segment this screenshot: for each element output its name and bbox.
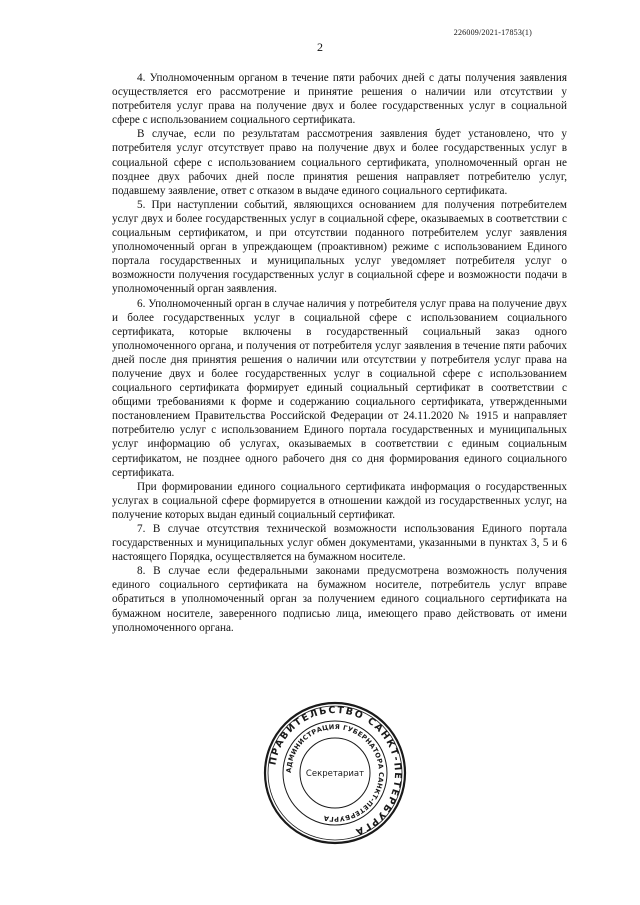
paragraph-item-5: 5. При наступлении событий, являющихся основанием для получения потребителем услуг двух и более государственных услуг в социальной сфере, оказываемых в соответствии с социальным сертификатом, и при отсутствии поданного потребителем услуг заявления уполномоченный орган в упреждающем (проактивном) режиме с использованием Единого портала государственных и муниципальных услуг уведомляет потребителя услуг о возможности получения государственных услуг в социальной сфере и возможности подачи в уполномоченный орган заявления. bbox=[112, 198, 567, 296]
document-number: 226009/2021-17853(1) bbox=[453, 28, 532, 37]
svg-text:АДМИНИСТРАЦИЯ ГУБЕРНАТОРА САНК: АДМИНИСТРАЦИЯ ГУБЕРНАТОРА САНКТ-ПЕТЕРБУРГА bbox=[284, 722, 386, 824]
document-body bbox=[112, 71, 567, 635]
paragraph-item-4: 4. Уполномоченным органом в течение пяти рабочих дней с даты получения заявления осуществляется его рассмотрение и принятие решения о наличии или отсутствии у потребителя услуг права на получение двух и более государственных услуг в социальной сфере с использованием социального сертификата. bbox=[112, 72, 567, 127]
paragraph-item-7: 7. В случае отсутствия технической возможности использования Единого портала государственных и муниципальных услуг обмен документами, указанными в пунктах 3, 5 и 6 настоящего Порядка, осуществляется на бумажном носителе. bbox=[112, 523, 567, 564]
paragraph-item-6-info: При формировании единого социального сертификата информация о государственных услугах в социальной сфере формируется в отношении каждой из государственных услуг, на получение которых выдан единый социальный сертификат. bbox=[112, 480, 567, 521]
page-number: 2 bbox=[317, 40, 323, 54]
svg-text:ПРАВИТЕЛЬСТВО САНКТ-ПЕТЕРБУРГА: ПРАВИТЕЛЬСТВО САНКТ-ПЕТЕРБУРГА bbox=[267, 704, 404, 838]
paragraph-item-6: 6. Уполномоченный орган в случае наличия у потребителя услуг права на получение двух и более государственных услуг в социальной сфере с использованием социального сертификата, которые включены в государственный социальный заказ одного уполномоченного органа, и получения от потребителя услуг заявления в течение пяти рабочих дней после дня принятия решения о наличии или отсутствии у потребителя услуг права на получение двух и более государственных услуг в социальной сфере с использованием социального сертификата формирует единый социальный сертификат в соответствии с общими требованиями к форме и содержанию социального сертификата, утвержденными постановлением Правительства Российской Федерации от 24.11.2020 № 1915 и направляет потребителю услуг с использованием Единого портала государственных и муниципальных услуг информацию об услугах, оказываемых в соответствии с единым социальным сертификатом, не позднее одного рабочего дня со дня формирования единого социального сертификата. bbox=[112, 297, 567, 479]
official-seal-stamp bbox=[262, 700, 408, 846]
paragraph-item-4-refusal: В случае, если по результатам рассмотрения заявления будет установлено, что у потребителя услуг отсутствует право на получение двух и более государственных услуг в социальной сфере с использованием социального сертификата, уполномоченный орган не позднее двух рабочих дней после принятия решения направляет потребителю услуг, подавшему заявление, ответ с отказом в выдаче единого социального сертификата. bbox=[112, 128, 567, 197]
paragraph-item-8: 8. В случае если федеральными законами предусмотрена возможность получения единого социального сертификата на бумажном носителе, потребитель услуг вправе обратиться в уполномоченный орган за получением единого социального сертификата на бумажном носителе, заверенного подписью лица, имеющего право действовать от имени уполномоченного органа. bbox=[112, 565, 567, 634]
svg-text:Секретариат: Секретариат bbox=[305, 769, 365, 779]
seal-graphic bbox=[262, 700, 408, 846]
